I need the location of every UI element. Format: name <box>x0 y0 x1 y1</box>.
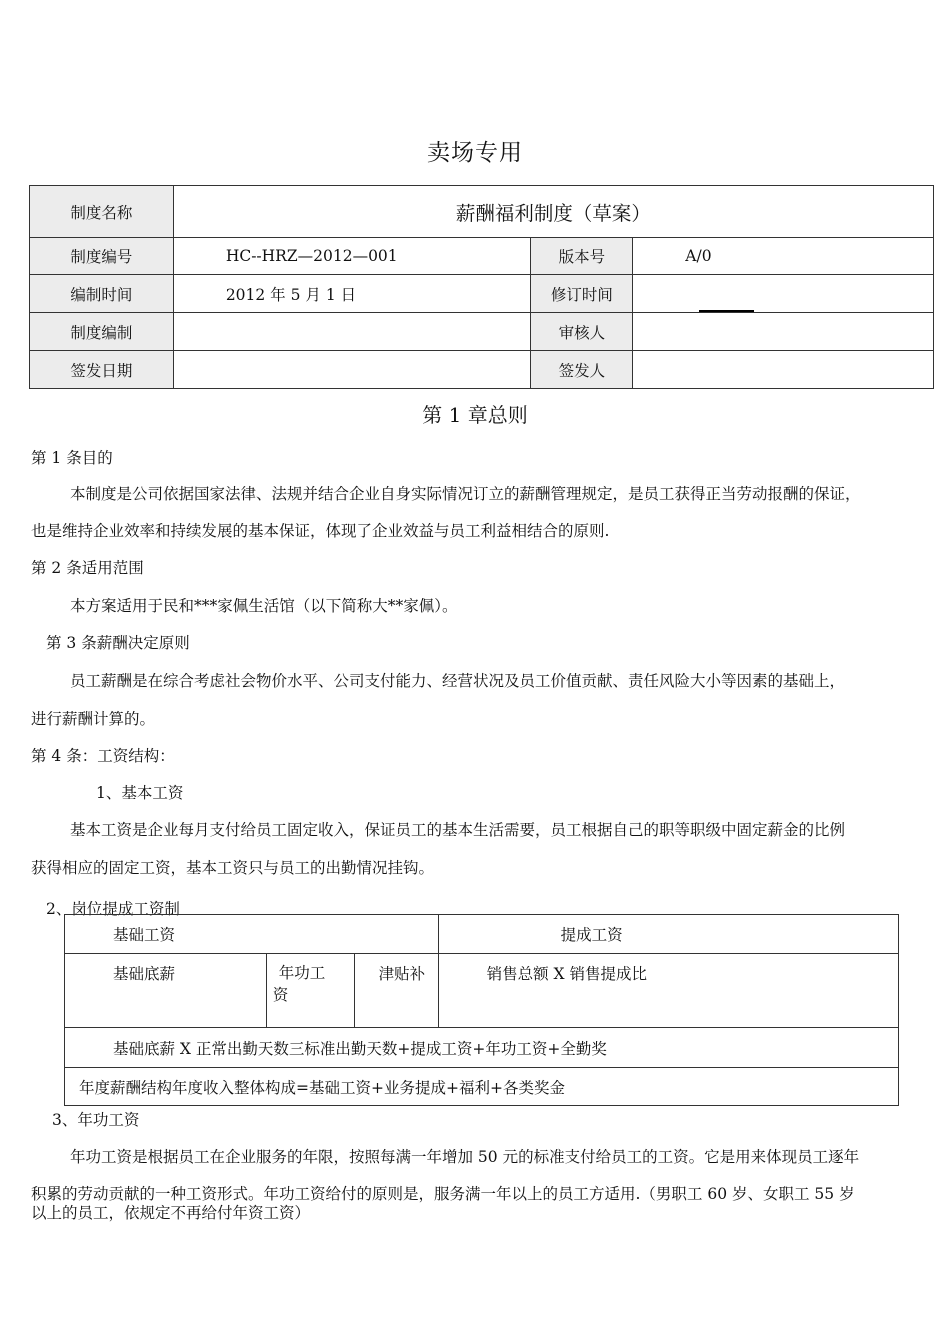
seniority-line1: 年功工 <box>278 964 326 982</box>
reviewer-label: 审核人 <box>531 313 633 351</box>
page-title: 卖场专用 <box>427 140 523 166</box>
seniority-cell <box>266 954 354 1028</box>
article3-line2: 进行薪酬计算的。 <box>31 710 156 728</box>
editor-label: 制度编制 <box>30 313 174 351</box>
article2-line1: 本方案适用于民和***家佩生活馆（以下简称大**家佩）。 <box>70 597 458 615</box>
editor-value <box>173 313 531 351</box>
date-label: 编制时间 <box>30 275 174 313</box>
revise-value <box>633 275 934 313</box>
base-salary-header: 基础工资 <box>65 915 439 954</box>
sign-date-label: 签发日期 <box>30 351 174 389</box>
chapter-title: 第 1 章总则 <box>422 403 528 427</box>
sign-date-value <box>173 351 531 389</box>
monthly-formula: 基础底薪 X 正常出勤天数三标准出勤天数+提成工资+年功工资+全勤奖 <box>65 1028 899 1068</box>
article2-heading: 第 2 条适用范围 <box>31 559 144 577</box>
code-value: HC--HRZ—2012—001 <box>173 238 531 275</box>
item2-title: 2、岗位提成工资制 <box>46 900 180 918</box>
item3-line3: 以上的员工，依规定不再给付年资工资） <box>31 1204 311 1222</box>
article4-heading: 第 4 条：工资结构： <box>31 747 175 765</box>
item1-line2: 获得相应的固定工资，基本工资只与员工的出勤情况挂钩。 <box>31 859 435 877</box>
regulation-info-table <box>29 185 934 389</box>
article1-line2: 也是维持企业效率和持续发展的基本保证，体现了企业效益与员工利益相结合的原则. <box>31 522 610 540</box>
name-label: 制度名称 <box>30 186 174 238</box>
version-label: 版本号 <box>531 238 633 275</box>
date-value: 2012 年 5 月 1 日 <box>173 275 531 313</box>
article1-line1: 本制度是公司依据国家法律、法规并结合企业自身实际情况订立的薪酬管理规定，是员工获得正当劳动报酬的保证， <box>70 485 861 503</box>
signer-value <box>633 351 934 389</box>
code-label: 制度编号 <box>30 238 174 275</box>
item1-title: 1、基本工资 <box>96 784 184 802</box>
revise-label: 修订时间 <box>531 275 633 313</box>
salary-structure-table <box>64 914 899 1106</box>
item3-line1: 年功工资是根据员工在企业服务的年限，按照每满一年增加 50 元的标准支付给员工的工资。它是用来体现员工逐年 <box>70 1148 860 1166</box>
item1-line1: 基本工资是企业每月支付给员工固定收入，保证员工的基本生活需要，员工根据自己的职等职级中固定薪金的比例 <box>70 821 846 839</box>
seniority-line2: 资 <box>272 986 289 1004</box>
base-salary-cell: 基础底薪 <box>65 954 267 1028</box>
commission-header: 提成工资 <box>438 915 898 954</box>
annual-formula: 年度薪酬结构年度收入整体构成=基础工资+业务提成+福利+各类奖金 <box>65 1068 899 1106</box>
article3-heading: 第 3 条薪酬决定原则 <box>46 634 190 652</box>
commission-formula: 销售总额 X 销售提成比 <box>438 954 898 1028</box>
item3-title: 3、年功工资 <box>52 1111 140 1129</box>
reviewer-value <box>633 313 934 351</box>
name-value: 薪酬福利制度（草案） <box>173 186 933 238</box>
allowance-cell: 津贴补 <box>354 954 438 1028</box>
article3-line1: 员工薪酬是在综合考虑社会物价水平、公司支付能力、经营状况及员工价值贡献、责任风险大小等因素的基础上， <box>70 672 846 690</box>
version-value: A/0 <box>633 238 934 275</box>
signer-label: 签发人 <box>531 351 633 389</box>
item3-line2: 积累的劳动贡献的一种工资形式。年功工资给付的原则是，服务满一年以上的员工方适用.（男职工 60 岁、女职工 55 岁 <box>31 1185 855 1203</box>
signature-line <box>699 310 754 312</box>
article1-heading: 第 1 条目的 <box>31 449 113 467</box>
